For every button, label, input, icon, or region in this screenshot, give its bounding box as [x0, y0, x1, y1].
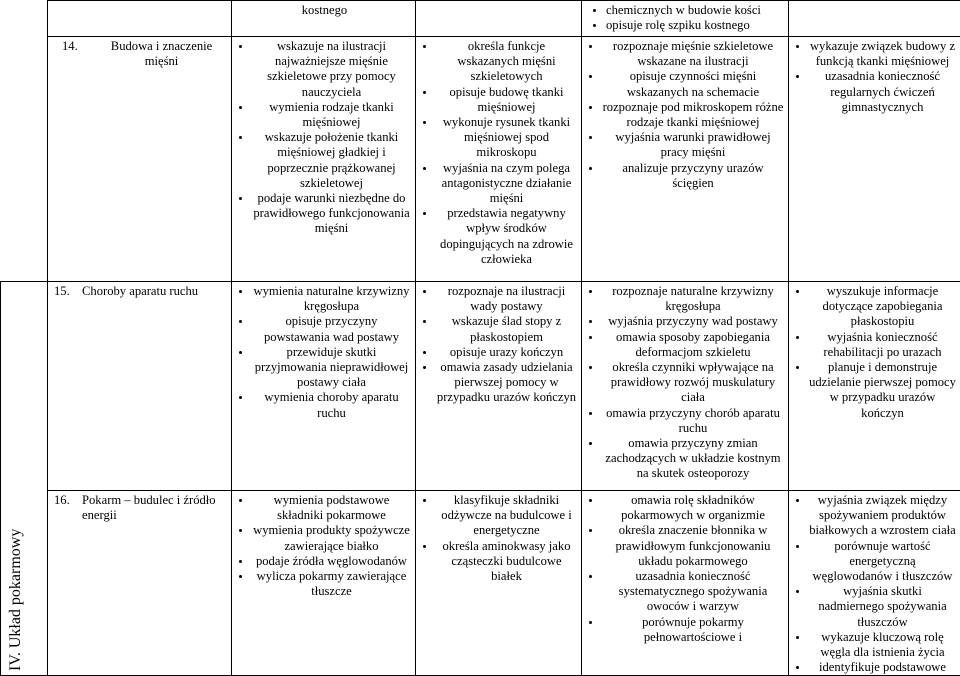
list-item: • omawia rolę składników pokarmowych w organizmie: [602, 493, 784, 523]
list-item: • określa aminokwasy jako cząsteczki budulcowe białek: [436, 539, 577, 585]
list-item: • wyjaśnia warunki prawidłowej pracy mięśni: [602, 130, 784, 160]
list-item: • wylicza pokarmy zawierające tłuszcze: [252, 569, 411, 599]
list-item: • rozpoznaje pod mikroskopem różne rodzaje tkanki mięśniowej: [602, 100, 784, 130]
list-item: • wyjaśnia przyczyny wad postawy: [602, 314, 784, 329]
list-item: • chemicznych w budowie kości: [606, 3, 784, 18]
list-item: • opisuje czynności mięśni wskazanych na schemacie: [602, 69, 784, 99]
list-item: • wymienia podstawowe składniki pokarmowe: [252, 493, 411, 523]
list-item: • podaje źródła węglowodanów: [252, 554, 411, 569]
list-item: • przedstawia negatywny wpływ środków dopingujących na zdrowie człowieka: [436, 206, 577, 267]
list-item: • analizuje przyczyny urazów ścięgien: [602, 161, 784, 191]
requirements-extended: [416, 491, 582, 676]
list-item: • wyjaśnia konieczność rehabilitacji po urazach: [809, 330, 956, 360]
list-item: • opisuje rolę szpiku kostnego: [606, 18, 784, 33]
lesson-topic: Budowa i znaczenie mięśni: [96, 39, 227, 69]
list-item: • porównuje wartość energetyczną węglowodanów i tłuszczów: [809, 539, 956, 585]
topic-cell: [48, 282, 232, 491]
list-item: • omawia przyczyny zmian zachodzących w układzie kostnym na skutek osteoporozy: [602, 436, 784, 482]
list-item: • wyjaśnia skutki nadmiernego spożywania tłuszczów: [809, 584, 956, 630]
requirements-advanced: [582, 491, 789, 676]
list-item: • wyszukuje informacje dotyczące zapobiegania płaskostopiu: [809, 284, 956, 330]
list-item: • opisuje urazy kończyn: [436, 345, 577, 360]
list-item: • uzasadnia konieczność systematycznego spożywania owoców i warzyw: [602, 569, 784, 615]
section-label: IV. Układ pokarmowy: [8, 529, 24, 671]
list-item: • wymienia rodzaje tkanki mięśniowej: [252, 100, 411, 130]
list-item: • wymienia naturalne krzywizny kręgosłupa: [252, 284, 411, 314]
list-item: • opisuje przyczyny powstawania wad postawy: [252, 314, 411, 344]
cell-top-excellent: [789, 1, 960, 37]
requirements-excellent: [789, 37, 960, 282]
list-item: • wymienia produkty spożywcze zawierające białko: [252, 523, 411, 553]
list-item: • identyfikuje podstawowe: [809, 660, 956, 675]
list-item: • opisuje budowę tkanki mięśniowej: [436, 85, 577, 115]
requirements-extended: [416, 37, 582, 282]
list-item: • uzasadnia konieczność regularnych ćwiczeń gimnastycznych: [809, 69, 956, 115]
topic-cell: [48, 491, 232, 676]
cell-top-extended: [416, 1, 582, 37]
lesson-topic: Choroby aparatu ruchu: [82, 284, 227, 299]
list-item: • określa czynniki wpływające na prawidłowy rozwój muskulatury ciała: [602, 360, 784, 406]
list-item: • rozpoznaje naturalne krzywizny kręgosłupa: [602, 284, 784, 314]
table-row: [1, 1, 960, 37]
list-item: • omawia sposoby zapobiegania deformacjom szkieletu: [602, 330, 784, 360]
list-item: • podaje warunki niezbędne do prawidłowego funkcjonowania mięśni: [252, 191, 411, 237]
requirements-excellent: [789, 282, 960, 491]
list-item: • wykonuje rysunek tkanki mięśniowej spod mikroskopu: [436, 115, 577, 161]
requirements-extended: [416, 282, 582, 491]
requirements-advanced: [582, 282, 789, 491]
requirements-basic: [232, 37, 416, 282]
list-item: • wskazuje położenie tkanki mięśniowej gładkiej i poprzecznie prążkowanej szkieletowej: [252, 130, 411, 191]
list-item: • omawia przyczyny chorób aparatu ruchu: [602, 406, 784, 436]
lesson-number: 15.: [54, 284, 82, 299]
list-item: • klasyfikuje składniki odżywcze na budulcowe i energetyczne: [436, 493, 577, 539]
requirements-basic: [232, 282, 416, 491]
lesson-number: 16.: [54, 493, 82, 523]
list-item: • określa funkcje wskazanych mięśni szkieletowych: [436, 39, 577, 85]
list-item: • wykazuje kluczową rolę węgla dla istnienia życia: [809, 630, 956, 660]
list-item: • porównuje pokarmy pełnowartościowe i: [602, 615, 784, 645]
table-row: [1, 491, 960, 676]
topic-cell: [48, 37, 232, 282]
section-label-cell: [1, 282, 48, 676]
cell-top-advanced: [582, 1, 789, 37]
table-row: [1, 282, 960, 491]
list-item: • wskazuje na ilustracji najważniejsze mięśnie szkieletowe przy pomocy nauczyciela: [252, 39, 411, 100]
lesson-topic: Pokarm – budulec i źródło energii: [82, 493, 227, 523]
lesson-number: 14.: [62, 39, 96, 69]
requirements-advanced: [582, 37, 789, 282]
list-item: • wyjaśnia na czym polega antagonistyczne działanie mięśni: [436, 161, 577, 207]
requirements-excellent: [789, 491, 960, 676]
list-item: • rozpoznaje na ilustracji wady postawy: [436, 284, 577, 314]
list-item: • wyjaśnia związek między spożywaniem produktów białkowych a wzrostem ciała: [809, 493, 956, 539]
table-row: [1, 37, 960, 282]
list-item: • omawia zasady udzielania pierwszej pomocy w przypadku urazów kończyn: [436, 360, 577, 406]
list-item: • rozpoznaje mięśnie szkieletowe wskazane na ilustracji: [602, 39, 784, 69]
list-item: • przewiduje skutki przyjmowania nieprawidłowej postawy ciała: [252, 345, 411, 391]
cell-top-basic: kostnego: [232, 1, 416, 37]
list-item: • określa znaczenie błonnika w prawidłowym funkcjonowaniu układu pokarmowego: [602, 523, 784, 569]
cell-top-topic: [48, 1, 232, 37]
requirements-basic: [232, 491, 416, 676]
list-item: • wskazuje ślad stopy z płaskostopiem: [436, 314, 577, 344]
list-item: • planuje i demonstruje udzielanie pierwszej pomocy w przypadku urazów kończyn: [809, 360, 956, 421]
list-item: • wymienia choroby aparatu ruchu: [252, 390, 411, 420]
list-item: • wykazuje związek budowy z funkcją tkanki mięśniowej: [809, 39, 956, 69]
